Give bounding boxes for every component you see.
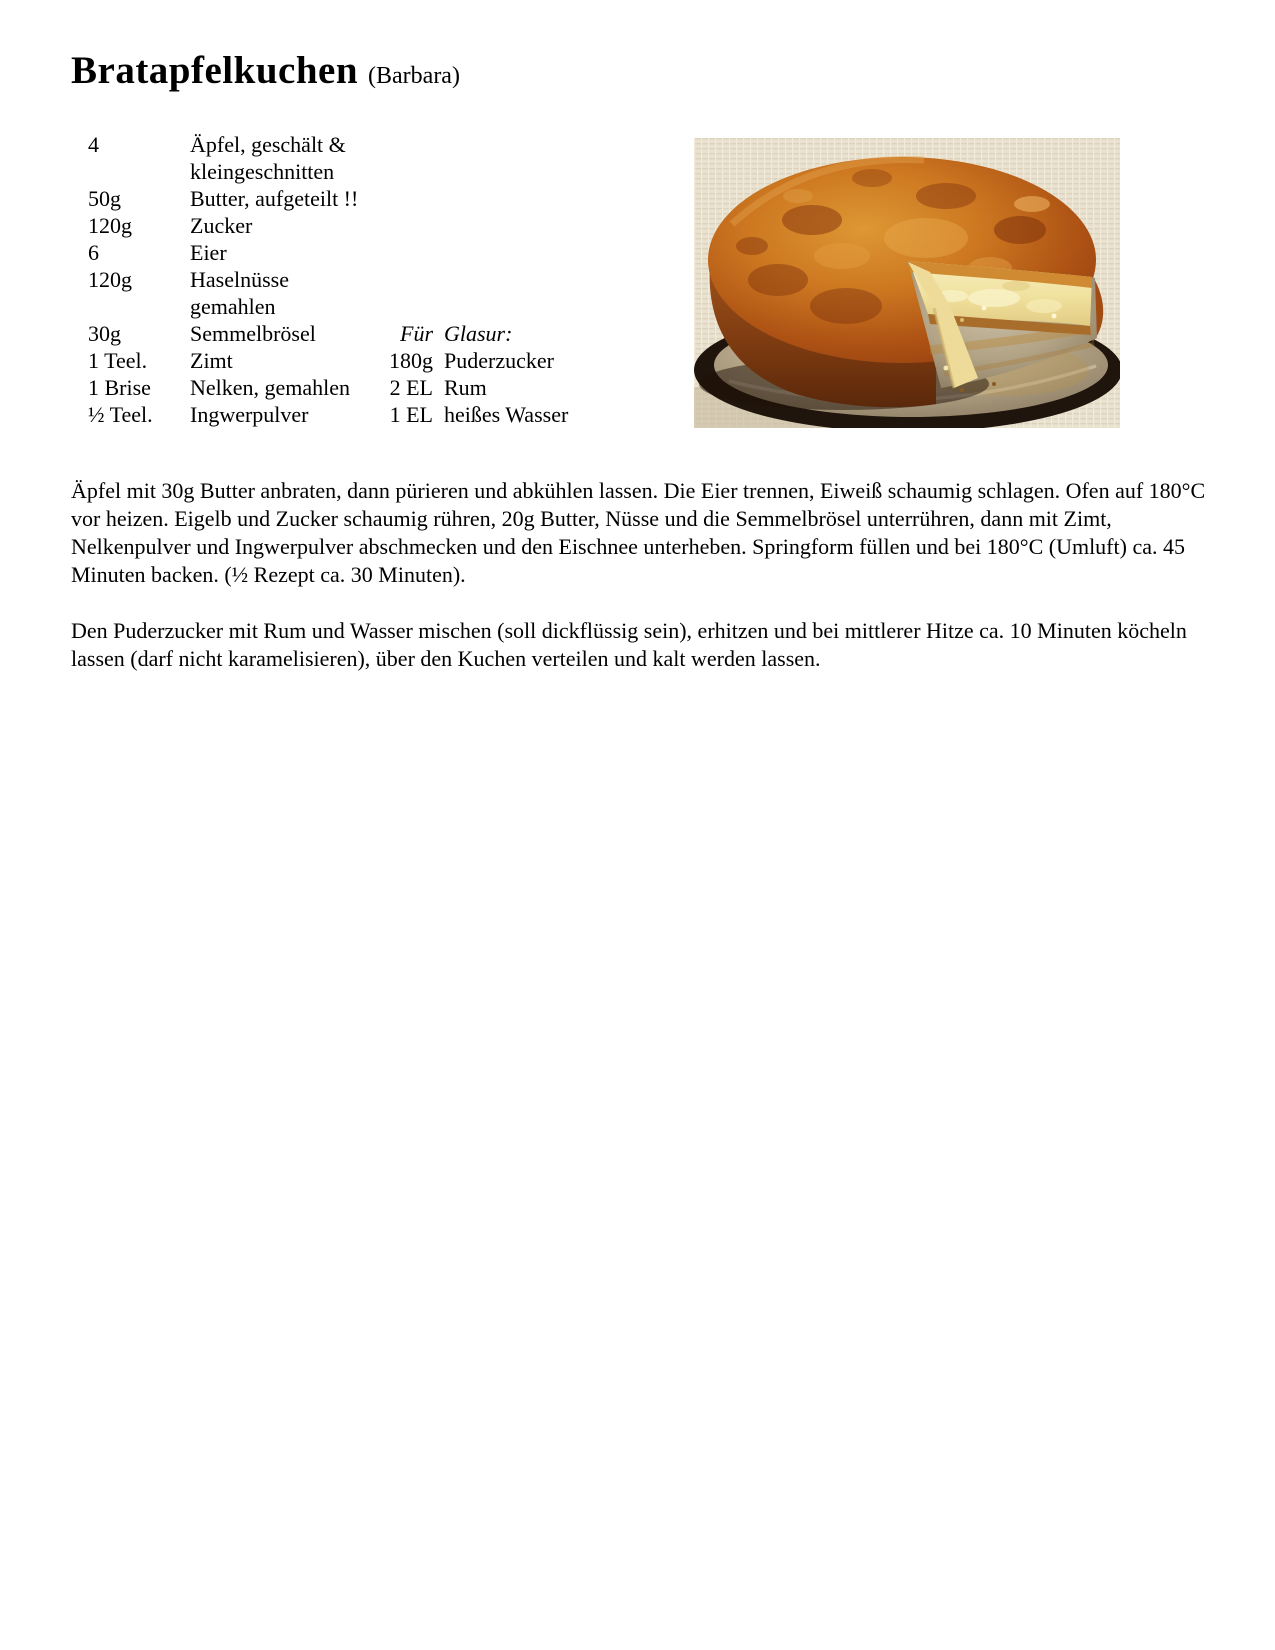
ingredient-amount: 120g [88,213,132,238]
ingredient-row [88,293,633,320]
ingredient-amount: 1 Brise [88,375,151,400]
instruction-paragraph-baking: Äpfel mit 30g Butter anbraten, dann pürieren und abkühlen lassen. Die Eier trennen, Eiweiß schaumig schlagen. Ofen auf 180°C vor heizen. Eigelb und Zucker schaumig rühren, 20g Butter, Nüsse und die Semmelbrösel unterrühren, dann mit Zimt, Nelkenpulver und Ingwerpulver abschmecken und den Eischnee unterheben. Springform füllen und bei 180°C (Umluft) ca. 45 Minuten backen. (½ Rezept ca. 30 Minuten). [71,478,1206,587]
ingredient-name: gemahlen [190,294,276,319]
ingredient-name: Zucker [190,213,253,238]
recipe-byline: (Barbara) [368,63,460,89]
glaze-name [433,239,633,266]
glaze-header-fuer: Für [400,321,433,346]
glaze-amount: 2 EL [389,375,433,400]
ingredient-row [88,239,633,266]
ingredient-row [88,374,633,401]
ingredient-name: Semmelbrösel [190,321,316,346]
glaze-name: Puderzucker [444,348,554,373]
glaze-amount [382,239,433,266]
ingredient-row [88,347,633,374]
glaze-name [433,185,633,212]
ingredient-amount: ½ Teel. [88,402,153,427]
instructions [71,477,1211,673]
ingredient-row [88,212,633,239]
ingredient-name: Eier [190,240,227,265]
ingredient-row [88,131,633,158]
glaze-amount: 1 EL [389,402,433,427]
glaze-name [433,293,633,320]
glaze-name [433,158,633,185]
ingredient-amount: 4 [88,132,99,157]
ingredient-list [88,131,633,428]
glaze-name [433,212,633,239]
ingredient-row [88,185,633,212]
cake-photo-illustration [694,138,1120,428]
ingredient-row [88,401,633,428]
glaze-amount [382,212,433,239]
glaze-name [433,266,633,293]
glaze-amount [382,293,433,320]
recipe-title: Bratapfelkuchen [71,49,359,92]
ingredient-amount [88,158,190,185]
ingredient-name: Zimt [190,348,233,373]
ingredient-row [88,266,633,293]
glaze-amount [382,158,433,185]
ingredient-name: Nelken, gemahlen [190,375,351,400]
ingredient-amount: 50g [88,186,121,211]
instruction-paragraph-glaze: Den Puderzucker mit Rum und Wasser mischen (soll dickflüssig sein), erhitzen und bei mittlerer Hitze ca. 10 Minuten köcheln lassen (darf nicht karamelisieren), über den Kuchen verteilen und kalt werden lassen. [71,618,1187,671]
ingredient-amount: 120g [88,267,132,292]
glaze-name [433,131,633,158]
glaze-header-glasur: Glasur: [444,321,513,346]
glaze-amount: 180g [389,348,433,373]
page-title [71,48,460,93]
ingredient-name: Butter, aufgeteilt !! [190,186,359,211]
glaze-amount [382,131,433,158]
glaze-amount [382,185,433,212]
ingredient-amount: 6 [88,240,99,265]
ingredient-row [88,320,633,347]
glaze-amount [382,266,433,293]
ingredient-amount: 30g [88,321,121,346]
ingredient-name: Haselnüsse [190,267,289,292]
glaze-name: Rum [444,375,487,400]
ingredient-row [88,158,633,185]
glaze-name: heißes Wasser [444,402,569,427]
ingredient-name: Äpfel, geschält & [190,132,346,157]
recipe-photo [694,138,1120,428]
ingredient-amount: 1 Teel. [88,348,148,373]
ingredient-name: kleingeschnitten [190,159,335,184]
ingredient-amount [88,293,190,320]
ingredient-name: Ingwerpulver [190,402,309,427]
